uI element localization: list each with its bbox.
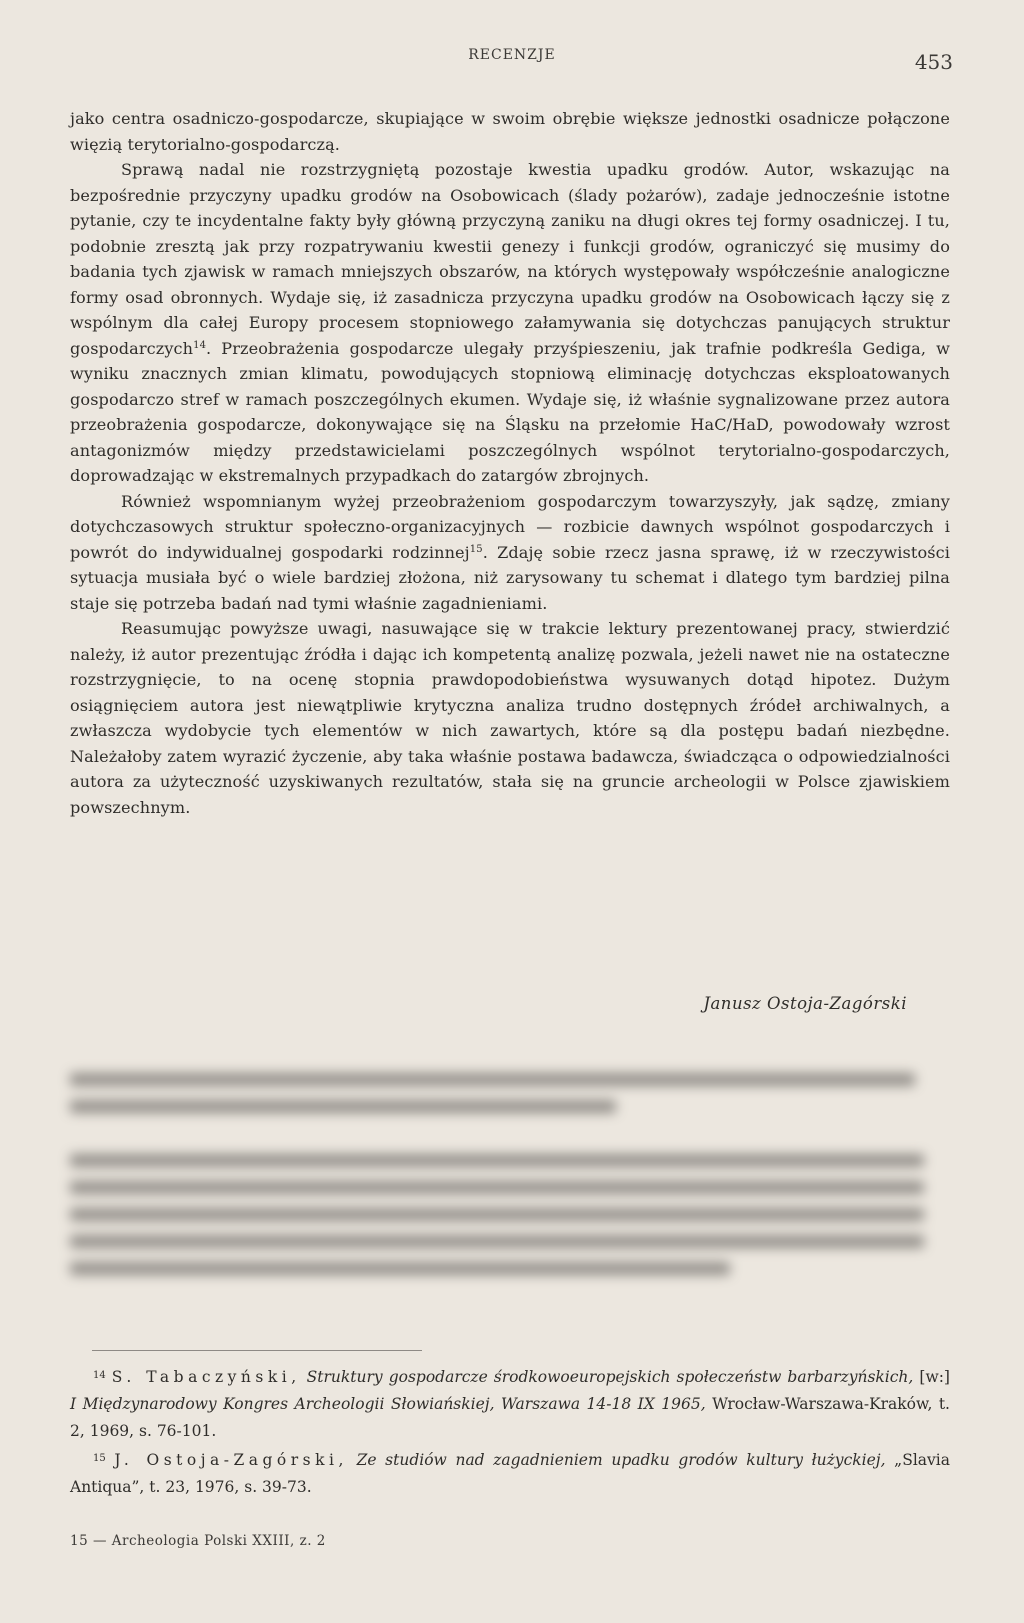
blurred-line xyxy=(70,1235,924,1248)
review-body xyxy=(70,106,950,820)
footnote-title: Struktury gospodarcze środkowoeuropejskich społeczeństw barbarzyńskich, xyxy=(306,1368,914,1386)
blurred-line xyxy=(70,1262,730,1275)
paragraph xyxy=(70,489,950,617)
paragraph-text: . Zdaję sobie rzecz jasna sprawę, iż w rzeczywistości sytuacja musiała być o wiele bardziej złożona, niż zarysowany tu schemat i dlatego tym bardziej pilna staje się potrzeba badań nad tymi właśnie zagadnieniami. xyxy=(70,542,950,613)
paragraph xyxy=(70,616,950,820)
review-signature: Janusz Ostoja-Zagórski xyxy=(703,994,907,1013)
page-number: 453 xyxy=(914,50,953,74)
blurred-line xyxy=(70,1073,915,1086)
blurred-line xyxy=(70,1208,924,1221)
blurred-line xyxy=(70,1100,616,1113)
footnote xyxy=(70,1362,950,1445)
paragraph-text: Reasumując powyższe uwagi, nasuwające się w trakcie lektury prezentowanej pracy, stwierdzić należy, iż autor prezentując źródła i dając ich kompetentą analizę pozwala, jeżeli nawet nie na ostateczne rozstrzygnięcie, to na ocenę stopnia prawdopodobieństwa wysuwanych dotąd hipotez. Dużym osiągnięciem autora jest niewątpliwie krytyczna analiza trudno dostępnych źródeł archiwalnych, a zwłaszcza wydobycie tych elementów w nich zawartych, które są dla postępu badań niezbędne. Należałoby zatem wyrazić życzenie, aby taka właśnie postawa badawcza, świadcząca o odpowiedzialności autora za użyteczność uzyskiwanych rezultatów, stała się na gruncie archeologii w Polsce zjawiskiem powszechnym. xyxy=(70,619,950,817)
paragraph-text: Również wspomnianym wyżej przeobrażeniom gospodarczym towarzyszyły, jak sądzę, zmiany dotychczasowych struktur społeczno-organizacyjnych — rozbicie dawnych wspólnot gospodarczych i powrót do indywidualnej gospodarki rodzinnej xyxy=(70,491,950,562)
paragraph xyxy=(70,106,950,157)
blurred-line xyxy=(70,1181,924,1194)
footnote-author: S. Tabaczyński, xyxy=(111,1368,301,1386)
printer-signature-mark: 15 — Archeologia Polski XXIII, z. 2 xyxy=(70,1533,326,1549)
footnote-source: I Międzynarodowy Kongres Archeologii Słowiańskiej, Warszawa 14-18 IX 1965, xyxy=(70,1395,706,1413)
footnote-rule xyxy=(92,1350,422,1351)
footnote xyxy=(70,1445,950,1501)
blurred-line xyxy=(70,1154,924,1167)
footnote-author: J. Ostoja-Zagórski, xyxy=(114,1451,348,1469)
footnotes xyxy=(70,1362,950,1501)
running-title: RECENZJE xyxy=(468,47,556,63)
paragraph-text: . Przeobrażenia gospodarcze ulegały przyśpieszeniu, jak trafnie podkreśla Gediga, w wyniku znacznych zmian klimatu, powodujących stopniową eliminację dotychczas eksploatowanych gospodarczo stref w ramach poszczególnych ekumen. Wydaje się, iż właśnie sygnalizowane przez autora przeobrażenia gospodarcze, dokonywające się na Śląsku na przełomie HaC/HaD, powodowały wzrost antagonizmów między przedstawicielami poszczególnych wspólnot terytorialno-gospodarczych, doprowadzając w ekstremalnych przypadkach do zatargów zbrojnych. xyxy=(70,338,950,485)
footnote-number: 14 xyxy=(93,1370,106,1381)
footnote-title: Ze studiów nad zagadnieniem upadku grodów kultury łużyckiej, xyxy=(356,1451,886,1469)
footnote-details: Wrocław-Warszawa-Kraków, t. 2, 1969, s. 76-101. xyxy=(70,1395,950,1440)
footnote-ref[interactable]: 14 xyxy=(193,339,207,351)
blurred-text-region xyxy=(70,1073,950,1308)
paragraph-text: Sprawą nadal nie rozstrzygniętą pozostaje kwestia upadku grodów. Autor, wskazując na bezpośrednie przyczyny upadku grodów na Osobowicach (ślady pożarów), zadaje jednocześnie istotne pytanie, czy te incydentalne fakty były główną przyczyną zaniku na długi okres tej formy osadniczej. I tu, podobnie zresztą jak przy rozpatrywaniu kwestii genezy i funkcji grodów, ograniczyć się musimy do badania tych zjawisk w ramach mniejszych obszarów, na których występowały współcześnie analogiczne formy osad obronnych. Wydaje się, iż zasadnicza przyczyna upadku grodów na Osobowicach łączy się z wspólnym dla całej Europy procesem stopniowego załamywania się dotychczas panujących struktur gospodarczych xyxy=(70,160,950,358)
paragraph xyxy=(70,157,950,489)
paragraph-text: jako centra osadniczo-gospodarcze, skupiające w swoim obrębie większe jednostki osadnicze połączone więzią terytorialno-gospodarczą. xyxy=(70,109,950,154)
footnote-details: „Slavia Antiqua”, t. 23, 1976, s. 39-73. xyxy=(70,1451,950,1496)
footnote-number: 15 xyxy=(93,1453,106,1464)
footnote-ref[interactable]: 15 xyxy=(469,543,483,555)
footnote-in: [w:] xyxy=(919,1368,950,1386)
